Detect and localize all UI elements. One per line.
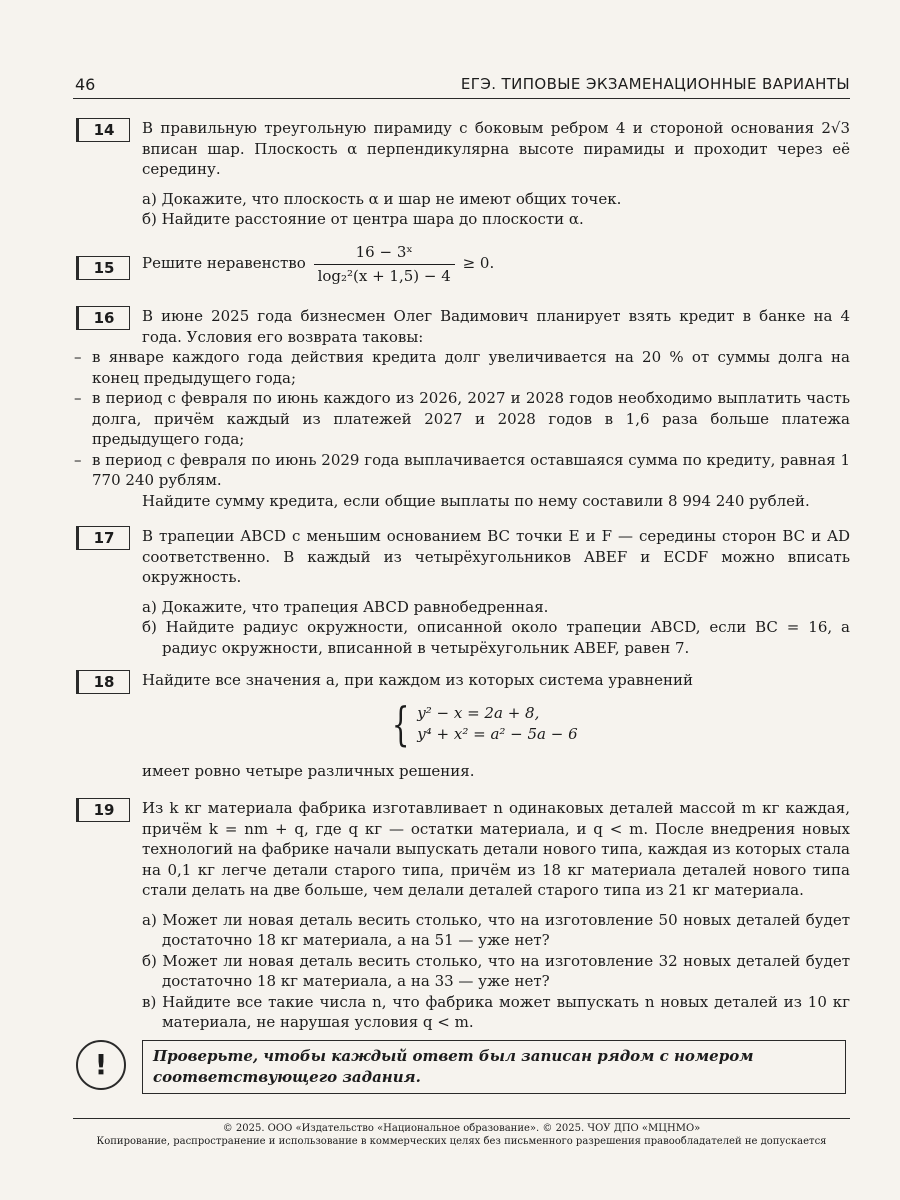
task-intro: Решите неравенство <box>142 254 306 272</box>
inequality-relation: ≥ 0. <box>462 254 495 272</box>
task-question: Найдите сумму кредита, если общие выплаты по нему составили 8 994 240 рублей. <box>142 491 810 510</box>
footer-rights: Копирование, распространение и использование в коммерческих целях без письменного разрешения правообладателей не допускается <box>96 1136 827 1147</box>
condition-text: в январе каждого года действия кредита долг увеличивается на 20 % от суммы долга на конец предыдущего года; <box>92 348 850 387</box>
task-number-box: 15 <box>76 256 130 280</box>
section-title: ЕГЭ. ТИПОВЫЕ ЭКЗАМЕНАЦИОННЫЕ ВАРИАНТЫ <box>460 75 850 93</box>
exclamation-icon: ! <box>76 1040 126 1090</box>
fraction-denominator: log₂²(x + 1,5) − 4 <box>317 266 451 285</box>
system-brace: { <box>391 696 410 751</box>
equation-system <box>386 696 850 751</box>
footer <box>73 1118 850 1148</box>
task-statement: Из k кг материала фабрика изготавливает n одинаковых деталей массой m кг каждая, причём k = nm + q, где q кг — остатки материала, и q < m. После внедрения новых технологий на фабрике начали выпускать детали нового типа, каждая из которых стала на 0,1 кг легче детали старого типа, причём из 18 кг материала деталей нового типа стали делать на две больше, чем делали деталей старого типа из 21 кг материала. <box>142 799 850 899</box>
task-14 <box>76 118 850 230</box>
task-16 <box>76 306 850 511</box>
condition-text: в период с февраля по июнь каждого из 2026, 2027 и 2028 годов необходимо выплатить часть долга, причём каждый из платежей 2027 и 2028 годов в 1,6 раза больше платежа предыдущего года; <box>92 389 850 448</box>
task-17 <box>76 526 850 658</box>
task-part-a: а) Докажите, что трапеция ABCD равнобедренная. <box>142 597 549 616</box>
task-statement: В трапеции ABCD с меньшим основанием BC точки E и F — середины сторон BC и AD соответственно. В каждый из четырёхугольников ABEF и ECDF можно вписать окружность. <box>142 527 850 586</box>
task-statement: В июне 2025 года бизнесмен Олег Вадимович планирует взять кредит в банке на 4 года. Условия его возврата таковы: <box>142 307 850 346</box>
task-statement: В правильную треугольную пирамиду с боковым ребром 4 и стороной основания 2√3 вписан шар. Плоскость α перпендикулярна высоте пирамиды и проходит через её середину. <box>142 119 850 178</box>
equation-2: y⁴ + x² = a² − 5a − 6 <box>417 724 578 743</box>
task-number-box: 19 <box>76 798 130 822</box>
inequality-fraction <box>314 242 455 286</box>
task-18 <box>76 670 850 781</box>
footer-copyright: © 2025. ООО «Издательство «Национальное образование». © 2025. ЧОУ ДПО «МЦНМО» <box>222 1123 701 1134</box>
task-part-c: в) Найдите все такие числа n, что фабрика может выпускать n новых деталей из 10 кг материала, не нарушая условия q < m. <box>142 992 850 1031</box>
task-number-box: 18 <box>76 670 130 694</box>
notice <box>76 1040 850 1100</box>
condition-item: – в период с февраля по июнь 2029 года выплачивается оставшаяся сумма по кредиту, равная 1 770 240 рублям. <box>74 450 850 489</box>
task-number-box: 14 <box>76 118 130 142</box>
condition-text: в период с февраля по июнь 2029 года выплачивается оставшаяся сумма по кредиту, равная 1 770 240 рублям. <box>92 450 850 489</box>
task-part-b: б) Может ли новая деталь весить столько, что на изготовление 32 новых деталей будет достаточно 18 кг материала, а на 33 — уже нет? <box>142 951 850 990</box>
task-part-a: а) Докажите, что плоскость α и шар не имеют общих точек. <box>142 189 622 208</box>
running-head <box>73 72 850 99</box>
task-19 <box>76 798 850 1033</box>
equation-1: y² − x = 2a + 8, <box>417 703 540 722</box>
fraction-numerator: 16 − 3ˣ <box>314 242 455 265</box>
task-part-b: б) Найдите радиус окружности, описанной около трапеции ABCD, если BC = 16, а радиус окружности, вписанной в четырёхугольник ABEF, равен 7. <box>142 618 850 657</box>
task-number-box: 16 <box>76 306 130 330</box>
task-number-box: 17 <box>76 526 130 550</box>
notice-text: Проверьте, чтобы каждый ответ был записан рядом с номером соответствующего задания. <box>142 1040 846 1094</box>
page-number: 46 <box>75 75 96 94</box>
task-statement: Найдите все значения a, при каждом из которых система уравнений <box>142 671 693 689</box>
condition-item: – в январе каждого года действия кредита долг увеличивается на 20 % от суммы долга на конец предыдущего года; <box>74 348 850 387</box>
condition-item: – в период с февраля по июнь каждого из 2026, 2027 и 2028 годов необходимо выплатить часть долга, причём каждый из платежей 2027 и 2028 годов в 1,6 раза больше платежа предыдущего года; <box>74 389 850 448</box>
task-15 <box>76 243 850 286</box>
task-closing: имеет ровно четыре различных решения. <box>142 761 475 780</box>
task-part-a: а) Может ли новая деталь весить столько, что на изготовление 50 новых деталей будет достаточно 18 кг материала, а на 51 — уже нет? <box>142 910 850 949</box>
task-part-b: б) Найдите расстояние от центра шара до плоскости α. <box>142 210 584 228</box>
